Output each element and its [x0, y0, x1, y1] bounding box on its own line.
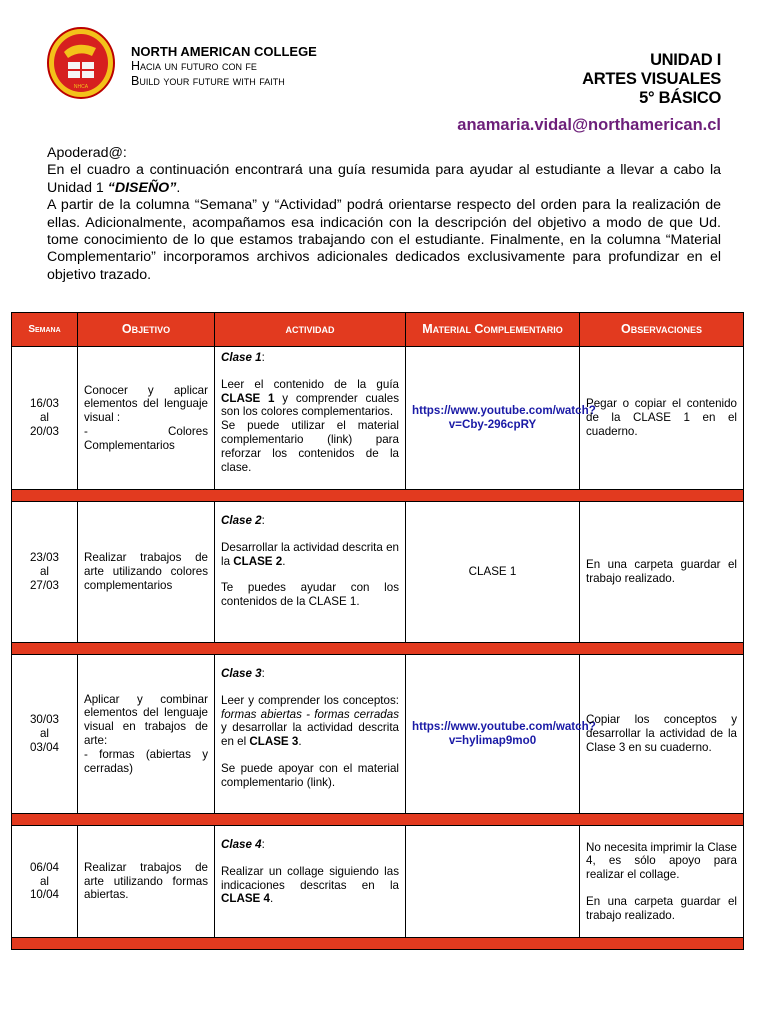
objective-cell: Aplicar y combinar elementos del lenguaje visual en trabajos de arte: - formas (abiertas y cerradas)	[78, 655, 215, 814]
unit-block	[582, 51, 721, 108]
material-link[interactable]: https://www.youtube.com/watch?v=hylimap9mo0	[406, 655, 580, 814]
activity-cell: Clase 4: Realizar un collage siguiendo las indicaciones descritas en la CLASE 4.	[215, 826, 406, 938]
intro-paragraph-2: A partir de la columna “Semana” y “Actividad” podrá orientarse respecto del orden para la realización de ellas. Adicionalmente, acompañamos esa indicación con la descripción del objetivo a modo de que Ud. tome conocimiento de lo que estamos trabajando con el estudiante. Finalmente, en la columna “Material Complementario” incorporamos archivos adicionales dedicados exclusivamente para profundizar en el objetivo trazado.	[47, 197, 721, 283]
intro-text	[47, 145, 721, 284]
table-header-row	[12, 313, 744, 347]
intro-paragraph-1: En el cuadro a continuación encontrará una guía resumida para ayudar al estudiante a llevar a cabo la Unidad 1 “DISEÑO”.	[47, 162, 721, 196]
table-row	[12, 826, 744, 938]
teacher-email[interactable]: anamaria.vidal@northamerican.cl	[457, 116, 721, 134]
week-cell: 16/03 al 20/03	[12, 347, 78, 490]
observation-cell: No necesita imprimir la Clase 4, es sólo apoyo para realizar el collage. En una carpeta guardar el trabajo realizado.	[580, 826, 744, 938]
table-row	[12, 502, 744, 643]
week-cell: 23/03 al 27/03	[12, 502, 78, 643]
header-activity: actividad	[215, 313, 406, 347]
observation-cell: Copiar los conceptos y desarrollar la actividad de la Clase 3 en su cuaderno.	[580, 655, 744, 814]
material-link[interactable]: https://www.youtube.com/watch?v=Cby-296cpRY	[406, 347, 580, 490]
activity-cell: Clase 2: Desarrollar la actividad descrita en la CLASE 2. Te puedes ayudar con los contenidos de la CLASE 1.	[215, 502, 406, 643]
row-separator	[12, 814, 744, 826]
logo-text: NHCA	[73, 84, 89, 90]
table-row	[12, 655, 744, 814]
row-separator	[12, 643, 744, 655]
objective-cell: Realizar trabajos de arte utilizando formas abiertas.	[78, 826, 215, 938]
motto-spanish: Hacia un futuro con fe	[131, 59, 257, 73]
header-observations: Observaciones	[580, 313, 744, 347]
header-material: Material Complementario	[406, 313, 580, 347]
motto-english: Build your future with faith	[131, 74, 285, 88]
row-separator	[12, 490, 744, 502]
material-cell	[406, 826, 580, 938]
unit-title: UNIDAD I	[650, 51, 721, 69]
activity-cell: Clase 3: Leer y comprender los conceptos: formas abiertas - formas cerradas y desarrollar la actividad descrita en el CLASE 3. Se puede apoyar con el material complementario (link).	[215, 655, 406, 814]
college-name: NORTH AMERICAN COLLEGE	[131, 44, 317, 59]
observation-cell: En una carpeta guardar el trabajo realizado.	[580, 502, 744, 643]
week-cell: 30/03 al 03/04	[12, 655, 78, 814]
material-cell: CLASE 1	[406, 502, 580, 643]
row-separator	[12, 938, 744, 950]
table-row	[12, 347, 744, 490]
college-header	[131, 44, 317, 89]
schedule-table	[11, 312, 744, 950]
objective-cell: Realizar trabajos de arte utilizando colores complementarios	[78, 502, 215, 643]
header-week: Semana	[12, 313, 78, 347]
college-logo	[46, 26, 116, 100]
observation-cell: Pegar o copiar el contenido de la CLASE 1 en el cuaderno.	[580, 347, 744, 490]
header-objective: Objetivo	[78, 313, 215, 347]
grade-title: 5° BÁSICO	[639, 89, 721, 107]
activity-cell: Clase 1: Leer el contenido de la guía CLASE 1 y comprender cuales son los colores complementarios. Se puede utilizar el material complementario (link) para reforzar los contenidos de la clase.	[215, 347, 406, 490]
objective-cell: Conocer y aplicar elementos del lenguaje visual : - Colores Complementarios	[78, 347, 215, 490]
greeting: Apoderad@:	[47, 145, 127, 161]
subject-title: ARTES VISUALES	[582, 70, 721, 88]
week-cell: 06/04 al 10/04	[12, 826, 78, 938]
